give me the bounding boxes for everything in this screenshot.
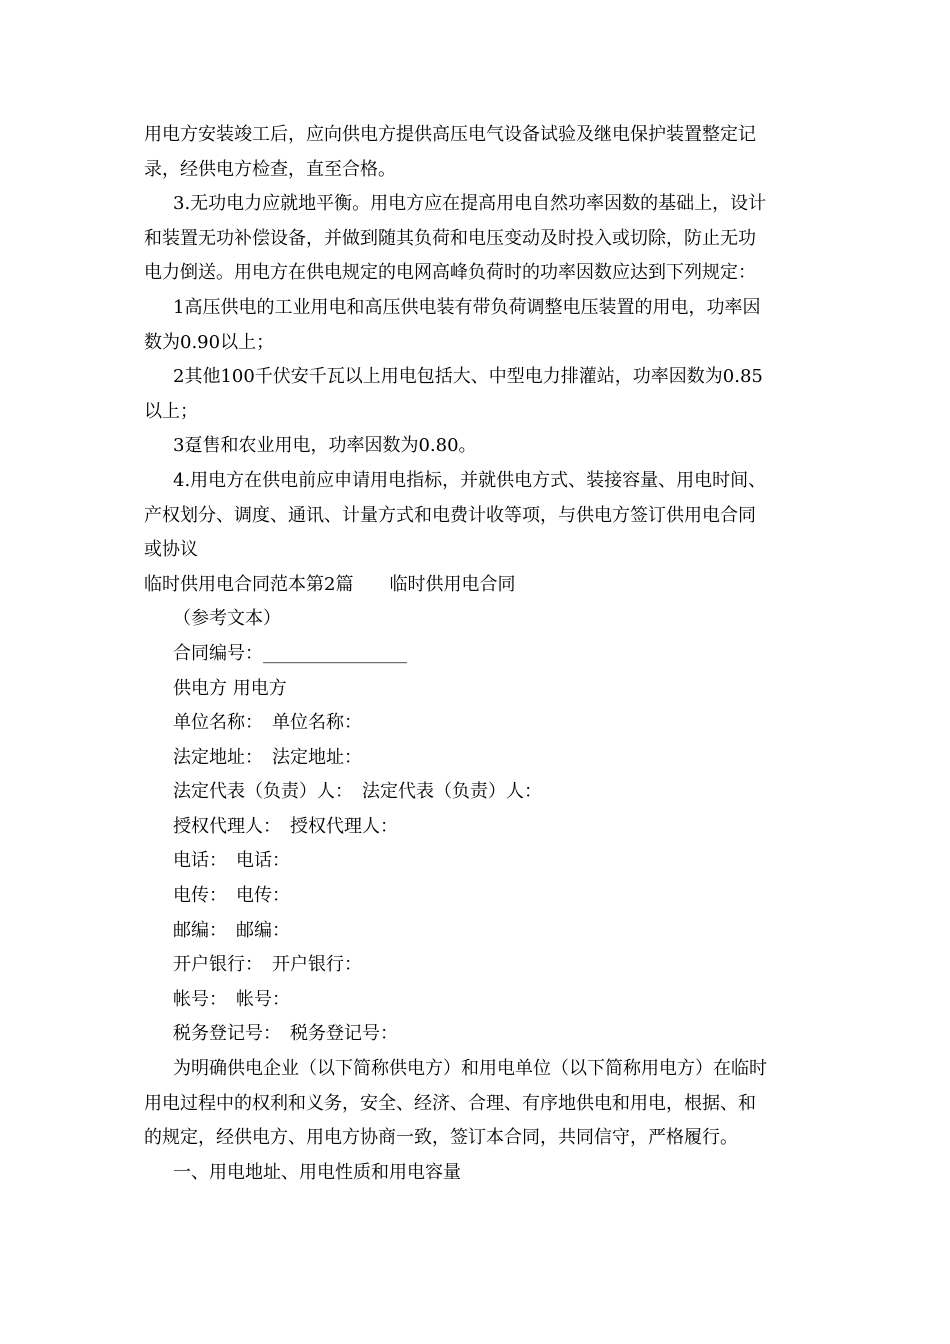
document-page xyxy=(144,118,814,1190)
text-line: 1高压供电的工业用电和高压供电装有带负荷调整电压装置的用电，功率因 xyxy=(173,296,761,318)
text-line: 3趸售和农业用电，功率因数为0.80。 xyxy=(173,435,477,457)
text-line: （参考文本） xyxy=(173,608,281,630)
text-line: 为明确供电企业（以下简称供电方）和用电单位（以下简称用电方）在临时 xyxy=(173,1058,767,1080)
text-line: 或协议 xyxy=(144,539,198,561)
text-line: 和装置无功补偿设备，并做到随其负荷和电压变动及时投入或切除，防止无功 xyxy=(144,227,756,249)
text-line: 税务登记号： 税务登记号： xyxy=(173,1023,398,1045)
text-line: 授权代理人： 授权代理人： xyxy=(173,815,398,837)
text-line: 一、用电地址、用电性质和用电容量 xyxy=(173,1161,461,1183)
text-line: 帐号： 帐号： xyxy=(173,988,290,1010)
text-line: 临时供用电合同范本第2篇 临时供用电合同 xyxy=(144,573,516,595)
text-line: 电话： 电话： xyxy=(173,850,290,872)
text-line: 用电过程中的权利和义务，安全、经济、合理、有序地供电和用电，根据、和 xyxy=(144,1092,756,1114)
text-line: 4.用电方在供电前应申请用电指标，并就供电方式、装接容量、用电时间、 xyxy=(173,469,767,491)
text-line: 录，经供电方检查，直至合格。 xyxy=(144,158,396,180)
text-line: 数为0.90以上； xyxy=(144,331,275,353)
text-line: 电传： 电传： xyxy=(173,885,290,907)
text-line: 供电方 用电方 xyxy=(173,677,287,699)
text-line: 开户银行： 开户银行： xyxy=(173,954,362,976)
text-line: 的规定，经供电方、用电方协商一致，签订本合同，共同信守，严格履行。 xyxy=(144,1127,738,1149)
text-line: 用电方安装竣工后，应向供电方提供高压电气设备试验及继电保护装置整定记 xyxy=(144,124,756,145)
text-line: 3.无功电力应就地平衡。用电方应在提高用电自然功率因数的基础上，设计 xyxy=(173,193,767,215)
text-line: 电力倒送。用电方在供电规定的电网高峰负荷时的功率因数应达到下列规定： xyxy=(144,262,756,284)
text-line: 单位名称： 单位名称： xyxy=(173,712,362,734)
text-line: 合同编号：________________ xyxy=(173,642,407,664)
text-line: 法定地址： 法定地址： xyxy=(173,746,362,768)
text-line: 产权划分、调度、通讯、计量方式和电费计收等项，与供电方签订供用电合同 xyxy=(144,504,756,526)
text-line: 2其他100千伏安千瓦以上用电包括大、中型电力排灌站，功率因数为0.85 xyxy=(173,366,763,388)
text-line: 以上； xyxy=(144,400,198,422)
text-line: 邮编： 邮编： xyxy=(173,919,290,941)
text-line: 法定代表（负责）人： 法定代表（负责）人： xyxy=(173,781,542,803)
